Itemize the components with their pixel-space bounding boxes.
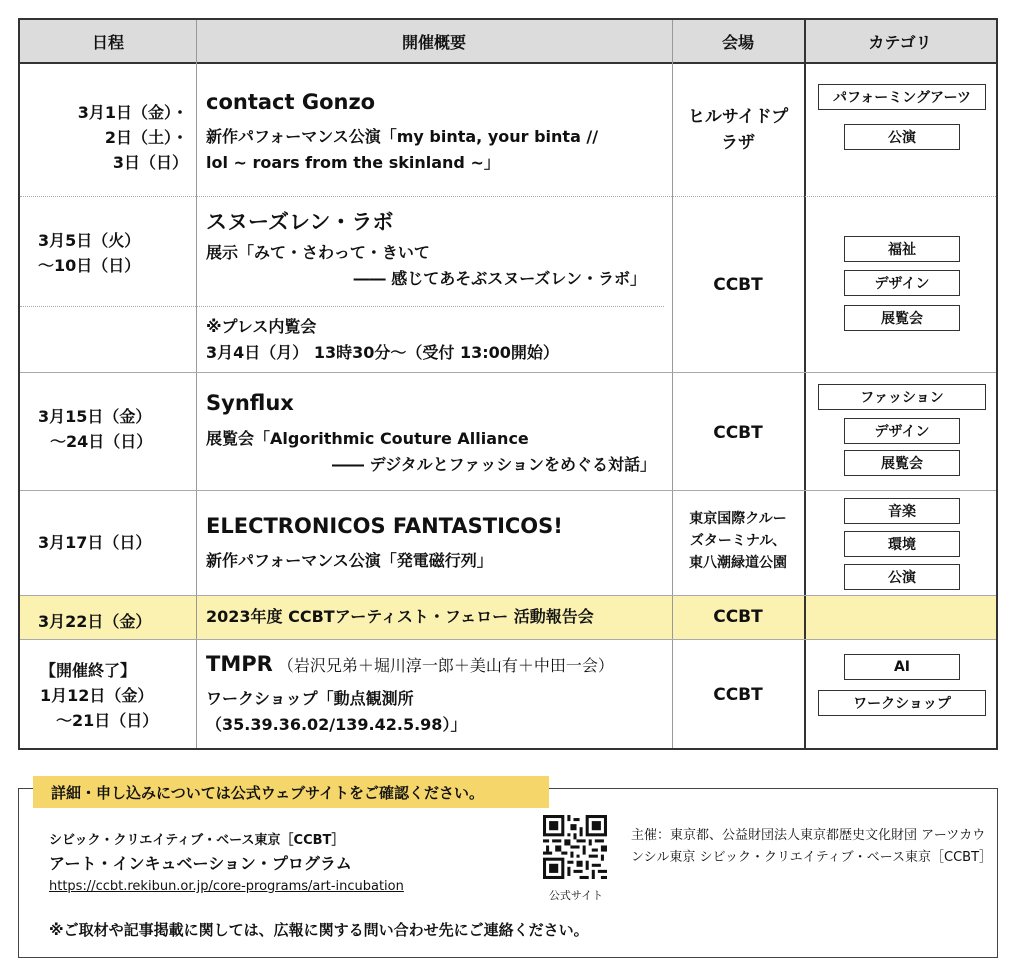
- press-notice: ※ご取材や記事掲載に関しては、広報に関する問い合わせ先にご連絡ください。: [49, 921, 589, 939]
- event-description: 新作パフォーマンス公演「発電磁行列」: [206, 551, 493, 570]
- category-tag: 音楽: [844, 498, 960, 524]
- info-box: [18, 783, 998, 958]
- header-date: 日程: [20, 20, 196, 64]
- event-title: TMPR: [206, 652, 273, 676]
- category-tag: 展覧会: [844, 450, 960, 476]
- org-name: シビック・クリエイティブ・ベース東京［CCBT］: [49, 833, 345, 848]
- info-banner: 詳細・申し込みについては公式ウェブサイトをご確認ください。: [33, 776, 549, 808]
- event-date: 3月5日（火） ～10日（日）: [38, 231, 141, 275]
- header-category: カテゴリ: [804, 20, 996, 64]
- event-description: ワークショップ「動点観測所 （35.39.36.02/139.42.5.98）」: [206, 689, 467, 734]
- category-tag: デザイン: [844, 418, 960, 444]
- category-tag: パフォーミングアーツ: [818, 84, 986, 110]
- event-date: 【開催終了】 1月12日（金） ～21日（日）: [40, 661, 159, 730]
- program-url[interactable]: https://ccbt.rekibun.or.jp/core-programs/art-incubation: [49, 879, 404, 894]
- category-tag: 公演: [844, 124, 960, 150]
- category-tag: AI: [844, 654, 960, 680]
- category-tag: デザイン: [844, 270, 960, 296]
- qr-label: 公式サイト: [548, 889, 604, 902]
- event-venue: CCBT: [713, 423, 763, 443]
- event-title-line: [206, 652, 614, 676]
- event-venue: CCBT: [713, 685, 763, 705]
- event-title: contact Gonzo: [206, 90, 376, 114]
- event-date: 3月15日（金） ～24日（日）: [38, 407, 153, 451]
- event-venue: ヒルサイドプ ラザ: [687, 107, 789, 153]
- event-title-sub: （岩沢兄弟＋堀川淳一郎＋美山有＋中田一会）: [277, 656, 614, 675]
- press-preview: ※プレス内覧会 3月4日（月） 13時30分～（受付 13:00開始）: [206, 317, 559, 362]
- event-title: ELECTRONICOS FANTASTICOS!: [206, 514, 563, 538]
- event-venue: CCBT: [713, 275, 763, 295]
- event-description: 展示「みて・さわって・きいて ―― 感じてあそぶスヌーズレン・ラボ」: [206, 243, 646, 288]
- category-tag: 環境: [844, 531, 960, 557]
- event-venue: CCBT: [713, 607, 763, 627]
- category-tag: 福祉: [844, 236, 960, 262]
- event-venue: 東京国際クルー ズターミナル、 東八潮緑道公園: [689, 511, 787, 571]
- event-description: 2023年度 CCBTアーティスト・フェロー 活動報告会: [206, 607, 594, 626]
- program-name: アート・インキュベーション・プログラム: [49, 854, 352, 873]
- category-tag: 公演: [844, 564, 960, 590]
- header-venue: 会場: [672, 20, 804, 64]
- event-title: Synflux: [206, 391, 294, 415]
- header-summary: 開催概要: [196, 20, 672, 64]
- category-tag: 展覧会: [844, 305, 960, 331]
- event-description: 展覧会「Algorithmic Couture Alliance ―― デジタルとファッションをめぐる対話」: [206, 429, 656, 474]
- organizer-credit: 主催：東京都、公益財団法人東京都歴史文化財団 アーツカウンシル東京 シビック・クリエイティブ・ベース東京［CCBT］: [631, 828, 993, 865]
- event-date: 3月1日（金）・ 2日（土）・ 3日（日）: [77, 103, 188, 172]
- event-description: 新作パフォーマンス公演「my binta, your binta // lol ~ roars from the skinland ~」: [206, 127, 599, 172]
- qr-code-icon[interactable]: [543, 815, 607, 879]
- schedule-table: [18, 18, 998, 750]
- event-date: 3月22日（金）: [38, 612, 152, 631]
- category-tag: ワークショップ: [818, 690, 986, 716]
- event-date: 3月17日（日）: [38, 533, 152, 552]
- event-title: スヌーズレン・ラボ: [206, 210, 394, 234]
- category-tag: ファッション: [818, 384, 986, 410]
